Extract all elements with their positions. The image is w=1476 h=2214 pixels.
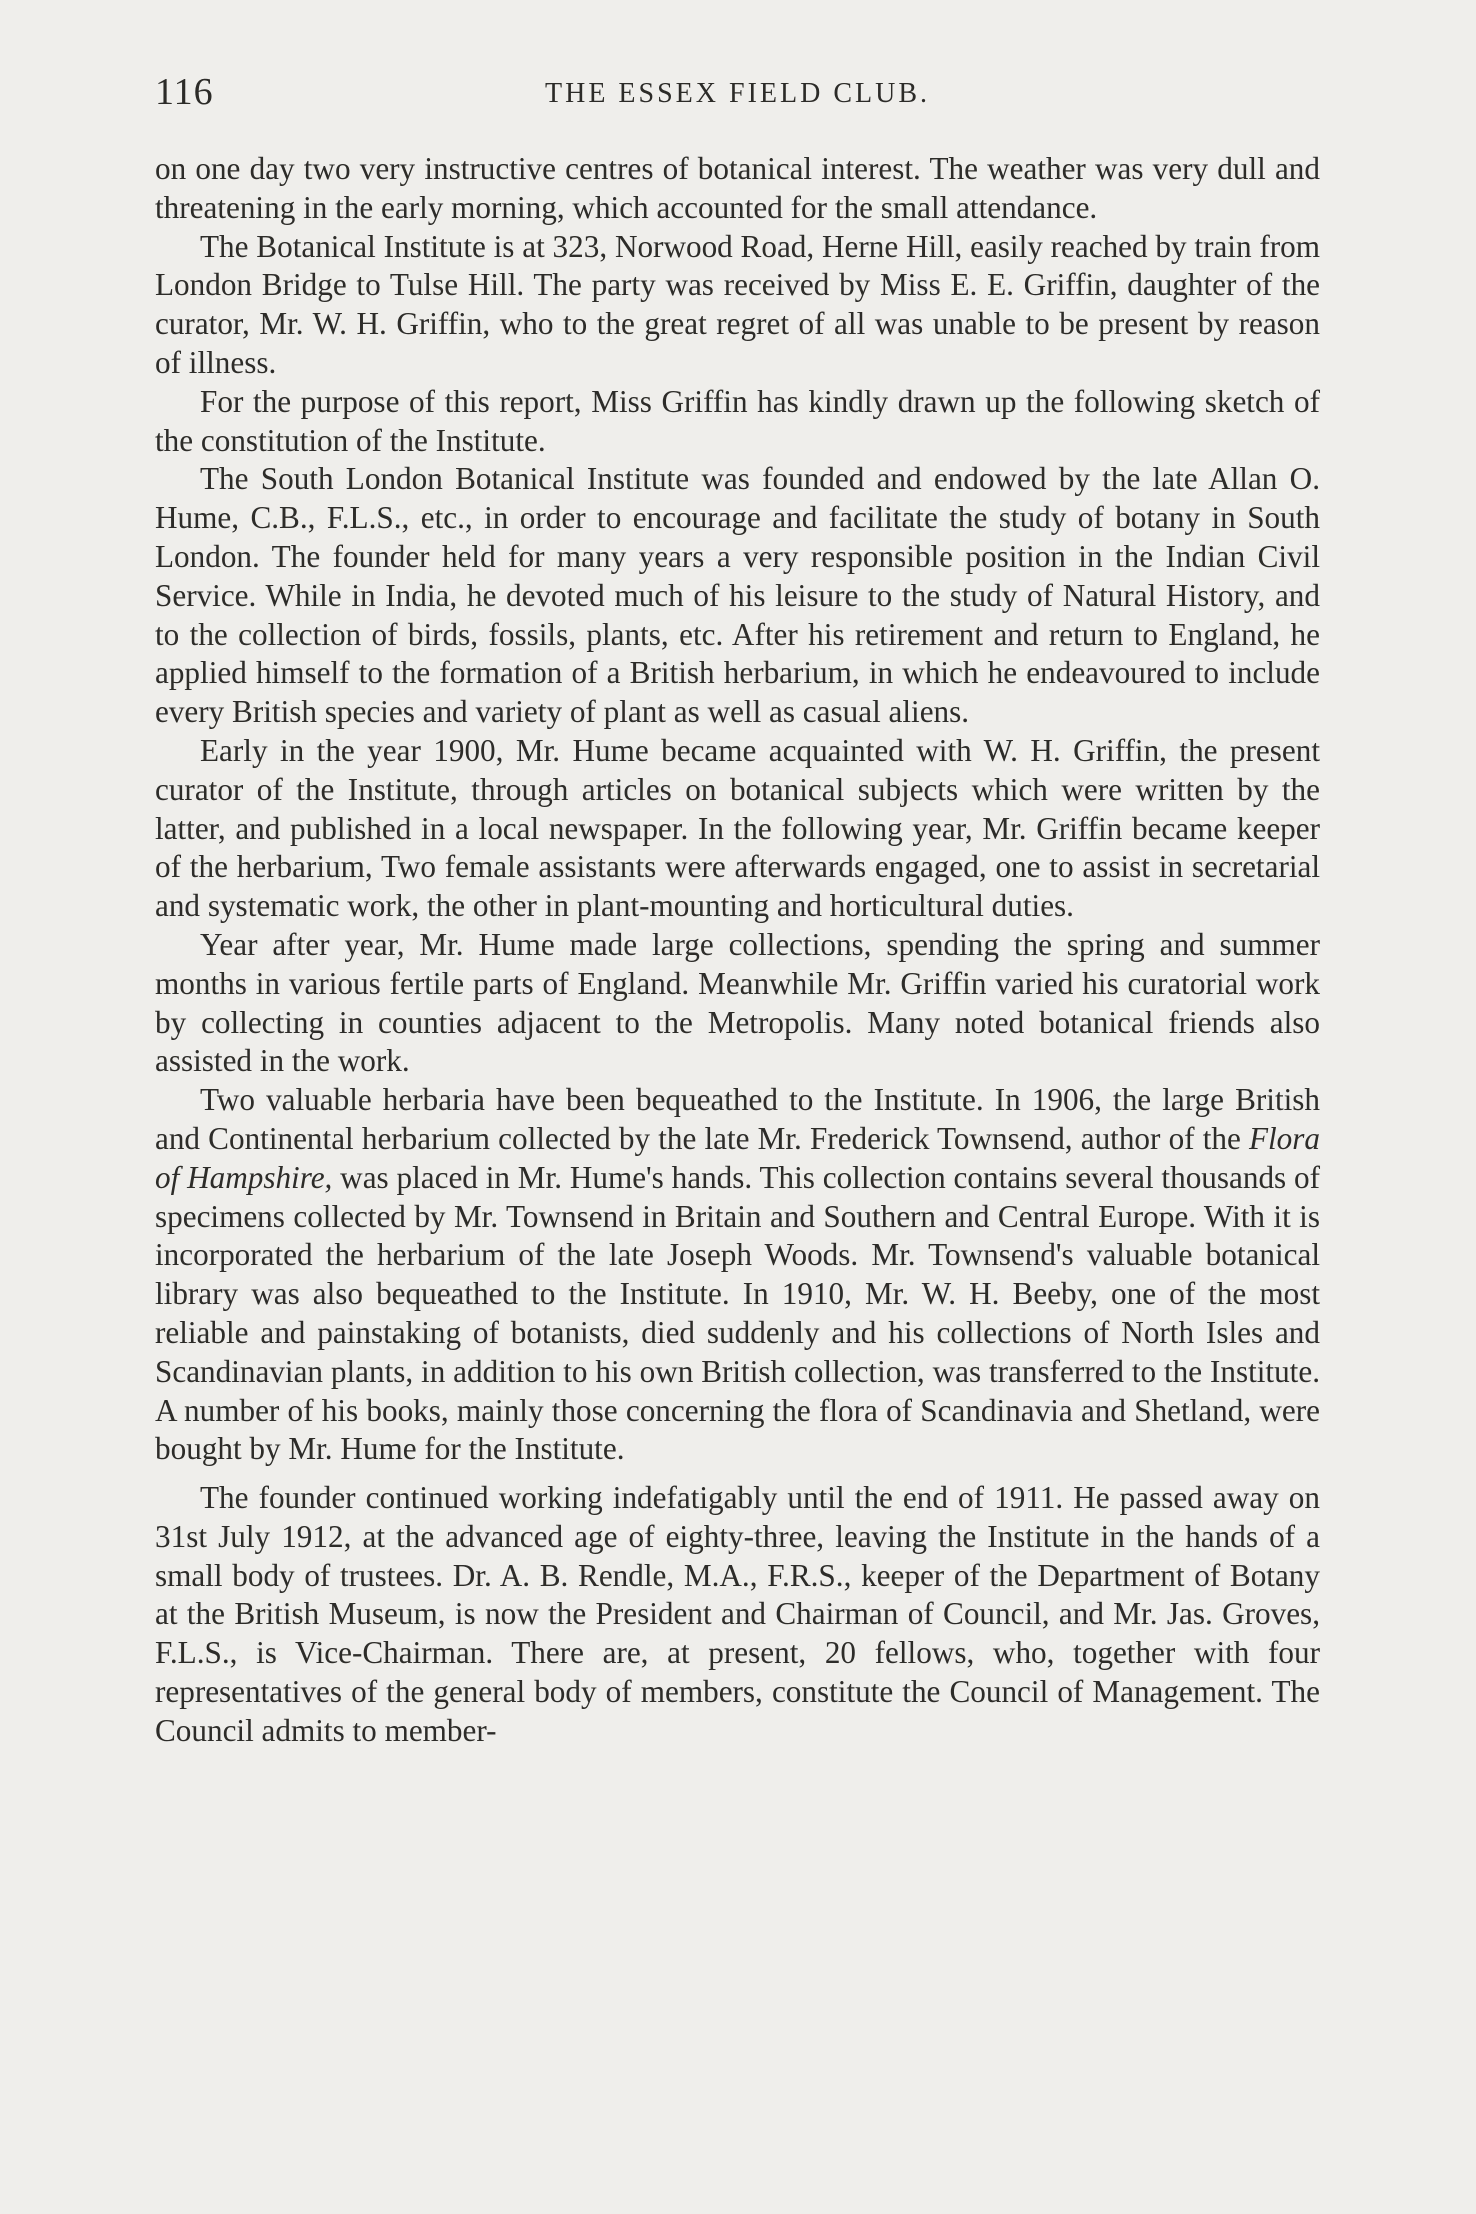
page-number: 116 (155, 71, 214, 113)
paragraph-early-history: Early in the year 1900, Mr. Hume became acquainted with W. H. Griffin, the present curator of the Institute, through articles on botanical subjects which were written by the latter, and published in a local newspaper. In the following year, Mr. Griffin became keeper of the herbarium, Two female assistants were afterwards engaged, one to assist in secretarial and systematic work, the other in plant-mounting and horticultural duties. (155, 732, 1320, 924)
page-header (155, 62, 1320, 112)
herbaria-text-after: was placed in Mr. Hume's hands. This collection contains several thousands of specimens collected by Mr. Townsend in Britain and Southern and Central Europe. With it is incorporated the herbarium of the late Joseph Woods. Mr. Townsend's valuable botanical library was also bequeathed to the Institute. In 1910, Mr. W. H. Beeby, one of the most reliable and painstaking of botanists, died suddenly and his collections of North Isles and Scandinavian plants, in addition to his own British collection, was transferred to the Institute. A number of his books, mainly those concerning the flora of Scandinavia and Shetland, were bought by Mr. Hume for the Institute. (155, 1159, 1320, 1467)
paragraph-collections: Year after year, Mr. Hume made large collections, spending the spring and summer months in various fertile parts of England. Meanwhile Mr. Griffin varied his curatorial work by collecting in counties adjacent to the Metropolis. Many noted botanical friends also assisted in the work. (155, 926, 1320, 1079)
paragraph-botanical-institute-location: The Botanical Institute is at 323, Norwood Road, Herne Hill, easily reached by train from London Bridge to Tulse Hill. The party was received by Miss E. E. Griffin, daughter of the curator, Mr. W. H. Griffin, who to the great regret of all was unable to be present by reason of illness. (155, 228, 1320, 380)
paragraph-herbaria-bequeathed (155, 1081, 1320, 1469)
herbaria-text-before: Two valuable herbaria have been bequeathed to the Institute. In 1906, the large British and Continental herbarium collected by the late Mr. Frederick Townsend, author of the (155, 1082, 1320, 1156)
paragraph-continuation: on one day two very instructive centres of botanical interest. The weather was very dull and threatening in the early morning, which accounted for the small attendance. (155, 151, 1320, 225)
paragraph-founder-legacy: The founder continued working indefatigably until the end of 1911. He passed away on 31st July 1912, at the advanced age of eighty-three, leaving the Institute in the hands of a small body of trustees. Dr. A. B. Rendle, M.A., F.R.S., keeper of the Department of Botany at the British Museum, is now the President and Chairman of Council, and Mr. Jas. Groves, F.L.S., is Vice-Chairman. There are, at present, 20 fellows, who, together with four representatives of the general body of members, constitute the Council of Management. The Council admits to member- (155, 1480, 1320, 1748)
body-text (155, 150, 1320, 1751)
paragraph-founding: The South London Botanical Institute was founded and endowed by the late Allan O. Hume, C.B., F.L.S., etc., in order to encourage and facilitate the study of botany in South London. The founder held for many years a very responsible position in the Indian Civil Service. While in India, he devoted much of his leisure to the study of Natural History, and to the collection of birds, fossils, plants, etc. After his retirement and return to England, he applied himself to the formation of a British herbarium, in which he endeavoured to include every British species and variety of plant as well as casual aliens. (155, 461, 1320, 730)
running-title: THE ESSEX FIELD CLUB. (545, 78, 930, 109)
paragraph-report-sketch: For the purpose of this report, Miss Griffin has kindly drawn up the following sketch of the constitution of the Institute. (155, 383, 1320, 458)
book-title-flora-of-hampshire: Flora of Hampshire, (155, 1120, 1320, 1195)
